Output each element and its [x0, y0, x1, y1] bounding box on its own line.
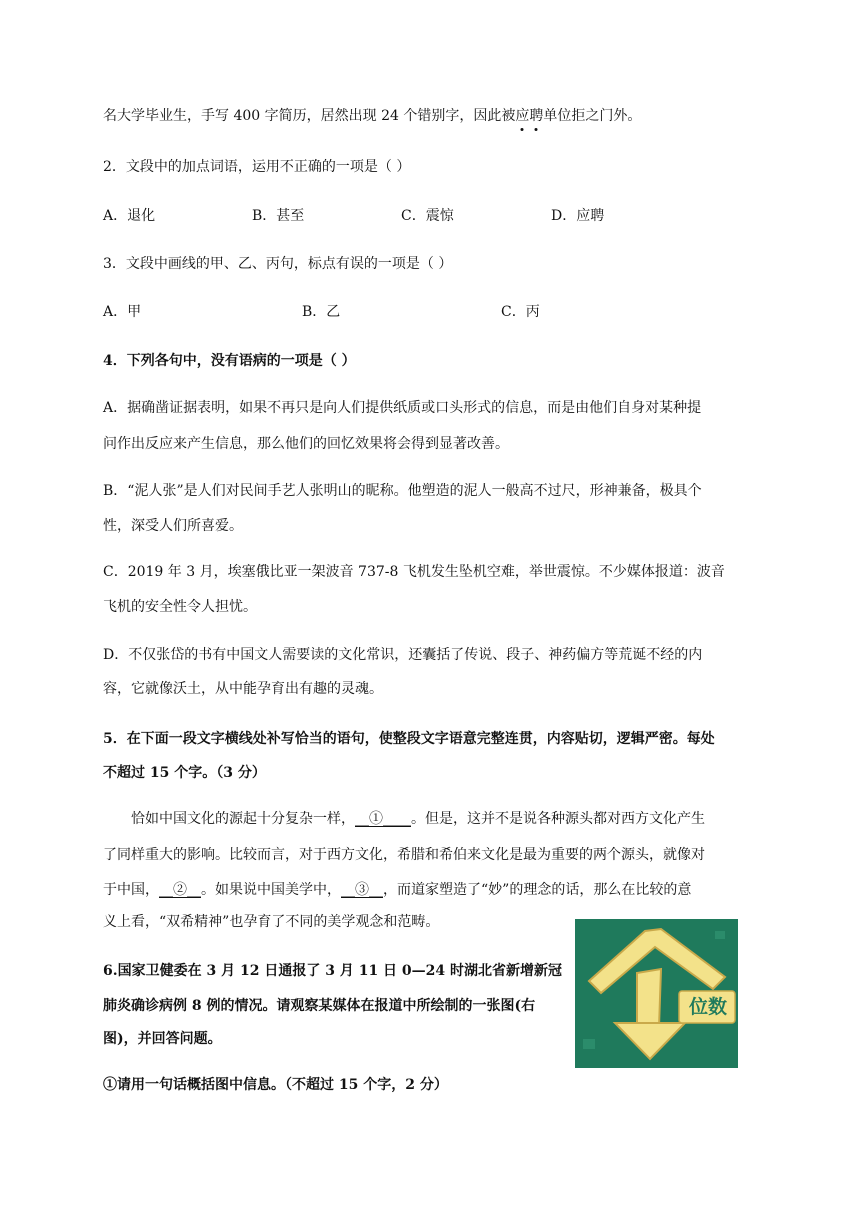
q5-passage: 于中国，__②__。如果说中国美学中，__③__，而道家塑造了“妙”的理念的话，那么在比较的意	[103, 882, 692, 898]
q3-option-c: C．丙	[501, 304, 540, 320]
dotted-char: 聘	[529, 108, 544, 124]
q6-stem: 6.国家卫健委在 3 月 12 日通报了 3 月 11 日 0—24 时湖北省新增新冠	[103, 963, 563, 979]
q5-stem: 不超过 15 个字。（3 分）	[103, 765, 266, 781]
q4-option-b: B．“泥人张”是人们对民间手艺人张明山的昵称。他塑造的泥人一般高不过尺，形神兼备，极具个	[103, 483, 702, 499]
dotted-char: 应	[515, 108, 530, 124]
q5-stem: 5．在下面一段文字横线处补写恰当的语句，使整段文字语意完整连贯，内容贴切，逻辑严密。每处	[103, 731, 715, 747]
q6-stem: 图)，并回答问题。	[103, 1031, 222, 1047]
q2-option-a: A．退化	[103, 208, 156, 224]
q4-option-b: 性，深受人们所喜爱。	[103, 518, 243, 534]
blank-3: __③__	[341, 882, 383, 898]
q2-option-c: C．震惊	[401, 208, 454, 224]
q4-option-c: 飞机的安全性令人担忧。	[103, 599, 257, 615]
q5-passage: 了同样重大的影响。比较而言，对于西方文化，希腊和希伯来文化是最为重要的两个源头，就像对	[103, 847, 705, 863]
q4-stem: 4．下列各句中，没有语病的一项是（ ）	[103, 353, 356, 369]
q5-passage: 恰如中国文化的源起十分复杂一样，__①____。但是，这并不是说各种源头都对西方文化产生	[131, 811, 705, 827]
q4-option-c: C．2019 年 3 月，埃塞俄比亚一架波音 737-8 飞机发生坠机空难，举世震惊。不少媒体报道：波音	[103, 564, 725, 580]
continuation-line: 名大学毕业生，手写 400 字简历，居然出现 24 个错别字，因此被应聘单位拒之门外。	[103, 108, 642, 124]
q3-option-b: B．乙	[302, 304, 341, 320]
q2-stem: 2．文段中的加点词语，运用不正确的一项是（ ）	[103, 159, 411, 175]
q3-option-a: A．甲	[103, 304, 142, 320]
blank-2: __②__	[159, 882, 201, 898]
q6-stem: 肺炎确诊病例 8 例的情况。请观察某媒体在报道中所绘制的一张图(右	[103, 998, 536, 1014]
figure-label: 位数	[688, 996, 727, 1018]
blank-1: __①____	[355, 811, 411, 827]
news-figure-image	[575, 919, 738, 1068]
q4-option-a: 问作出反应来产生信息，那么他们的回忆效果将会得到显著改善。	[103, 436, 509, 452]
q4-option-d: D．不仅张岱的书有中国文人需要读的文化常识，还囊括了传说、段子、神药偏方等荒诞不经的内	[103, 647, 703, 663]
q6-subquestion-1: ①请用一句话概括图中信息。（不超过 15 个字，2 分）	[103, 1077, 448, 1093]
q4-option-a: A．据确凿证据表明，如果不再只是向人们提供纸质或口头形式的信息，而是由他们自身对某种提	[103, 400, 702, 416]
q5-passage: 义上看，“双希精神”也孕育了不同的美学观念和范畴。	[103, 914, 440, 930]
q2-option-b: B．甚至	[252, 208, 305, 224]
digit-down-arrow-icon	[575, 919, 738, 1068]
q4-option-d: 容，它就像沃土，从中能孕育出有趣的灵魂。	[103, 681, 383, 697]
q3-stem: 3．文段中画线的甲、乙、丙句，标点有误的一项是（ ）	[103, 256, 453, 272]
q2-option-d: D．应聘	[551, 208, 605, 224]
